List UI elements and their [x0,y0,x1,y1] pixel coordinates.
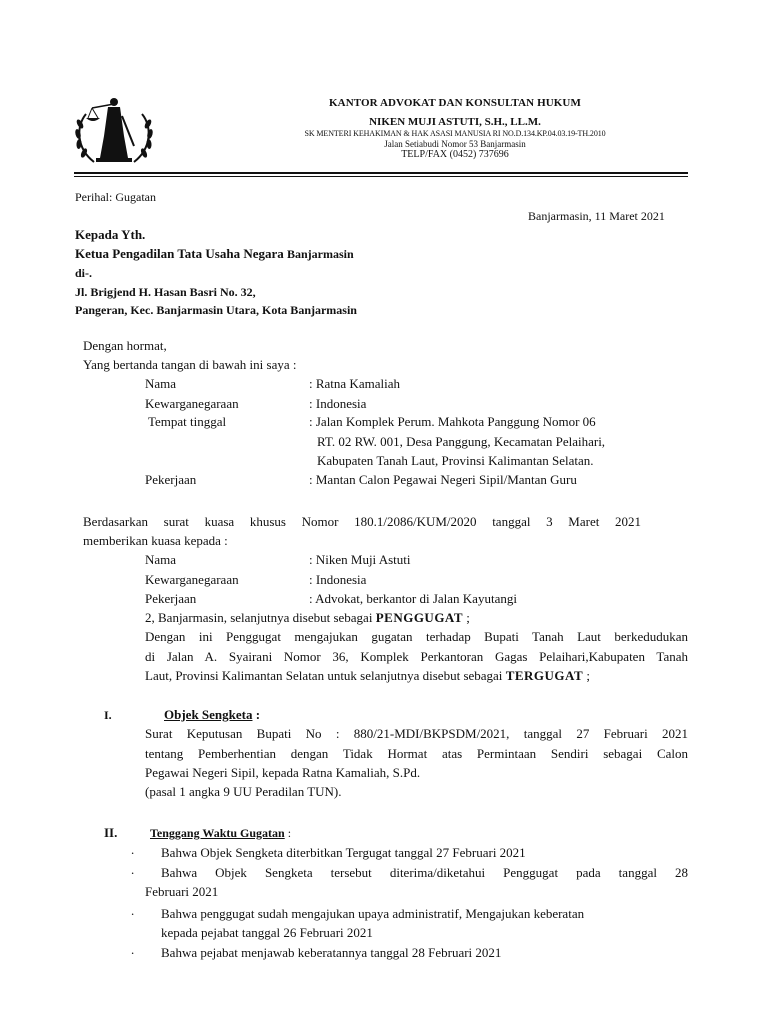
letter-date: Banjarmasin, 11 Maret 2021 [528,209,665,223]
section-title [164,707,260,723]
power-of-attorney-line: Berdasarkan surat kuasa khusus Nomor 180.1/2086/KUM/2020 tanggal 3 Maret 2021 [83,514,641,529]
attorney-continuation-text: 2, Banjarmasin, selanjutnya disebut sebagai [145,610,373,625]
recipient-city: Banjarmasin [287,247,354,261]
section-colon: : [287,826,292,840]
claim-line-text: Laut, Provinsi Kalimantan Selatan untuk selanjutnya disebut sebagai [145,668,503,683]
lady-justice-logo [72,96,156,168]
header-divider-thick [74,172,688,174]
section-number: II. [104,825,118,840]
recipient-street: Jl. Brigjend H. Hasan Basri No. 32, [75,285,256,299]
office-address: Jalan Setiabudi Nomor 53 Banjarmasin [384,139,526,149]
tergugat-term: TERGUGAT [505,668,584,683]
section-title [150,826,291,841]
intro-line: Yang bertanda tangan di bawah ini saya : [83,357,297,372]
list-item-continued: Februari 2021 [145,884,219,899]
license-number: SK MENTERI KEHAKIMAN & HAK ASASI MANUSIA RI NO.D.134.KP.04.03.19-TH.2010 [304,129,606,138]
header-divider-thin [74,176,688,177]
plaintiff-label: Kewarganegaraan [145,396,239,411]
subject-line: Perihal: Gugatan [75,190,156,204]
section-body-line: (pasal 1 angka 9 UU Peradilan TUN). [145,784,342,799]
advocate-name: NIKEN MUJI ASTUTI, S.H., LL.M. [369,116,541,128]
list-item: Bahwa Objek Sengketa diterbitkan Tergugat tanggal 27 Februari 2021 [161,845,526,860]
plaintiff-value: : Jalan Komplek Perum. Mahkota Panggung Nomor 06 [309,414,596,429]
section-body-line: Surat Keputusan Bupati No : 880/21-MDI/BKPSDM/2021, tanggal 27 Februari 2021 [145,726,688,741]
section-title-text: Objek Sengketa [164,707,253,722]
bullet: . [131,942,135,957]
office-title: KANTOR ADVOKAT DAN KONSULTAN HUKUM [329,97,581,109]
bullet: . [131,903,135,918]
list-item: Bahwa pejabat menjawab keberatannya tanggal 28 Februari 2021 [161,945,502,960]
claim-line: di Jalan A. Syairani Nomor 36, Komplek Perkantoran Gagas Pelaihari,Kabupaten Tanah [145,649,688,664]
power-of-attorney-line: memberikan kuasa kepada : [83,533,228,548]
office-phone: TELP/FAX (0452) 737696 [401,149,509,160]
plaintiff-value: Kabupaten Tanah Laut, Provinsi Kalimantan Selatan. [317,453,594,468]
section-colon: : [255,707,261,722]
recipient-institution: Ketua Pengadilan Tata Usaha Negara [75,246,284,261]
attorney-label: Nama [145,552,177,567]
claim-line [145,668,590,684]
recipient-area: Pangeran, Kec. Banjarmasin Utara, Kota Banjarmasin [75,303,357,317]
claim-line: Dengan ini Penggugat mengajukan gugatan terhadap Bupati Tanah Laut berkedudukan [145,629,688,644]
penggugat-term: PENGGUGAT [375,610,464,625]
list-item-continued: kepada pejabat tanggal 26 Februari 2021 [161,925,373,940]
salutation: Dengan hormat, [83,338,167,353]
attorney-label: Pekerjaan [145,591,197,606]
attorney-continuation [145,610,470,626]
list-item: Bahwa Objek Sengketa tersebut diterima/diketahui Penggugat pada tanggal 28 [161,865,688,880]
section-body-line: tentang Pemberhentian dengan Tidak Hormat atas Permintaan Sendiri sebagai Calon [145,746,688,761]
plaintiff-value: : Mantan Calon Pegawai Negeri Sipil/Mantan Guru [309,472,577,487]
attorney-value: : Indonesia [309,572,367,587]
recipient-di: di-. [75,266,93,280]
recipient-name [75,246,354,262]
section-body-line: Pegawai Negeri Sipil, kepada Ratna Kamaliah, S.Pd. [145,765,421,780]
attorney-label: Kewarganegaraan [145,572,239,587]
list-item: Bahwa penggugat sudah mengajukan upaya administratif, Mengajukan keberatan [161,906,585,921]
plaintiff-label: Pekerjaan [145,472,197,487]
bullet: . [131,842,135,857]
bullet: . [131,862,135,877]
section-number: I. [104,708,112,722]
plaintiff-label: Nama [145,376,177,391]
attorney-value: : Niken Muji Astuti [309,552,411,567]
attorney-value: : Advokat, berkantor di Jalan Kayutangi [309,591,517,606]
plaintiff-value: : Ratna Kamaliah [309,376,400,391]
recipient-greeting: Kepada Yth. [75,227,146,242]
plaintiff-value: RT. 02 RW. 001, Desa Panggung, Kecamatan Pelaihari, [317,434,606,449]
semicolon: ; [586,668,590,683]
section-title-text: Tenggang Waktu Gugatan [150,826,285,840]
plaintiff-label: Tempat tinggal [148,414,227,429]
semicolon: ; [466,610,470,625]
plaintiff-value: : Indonesia [309,396,367,411]
